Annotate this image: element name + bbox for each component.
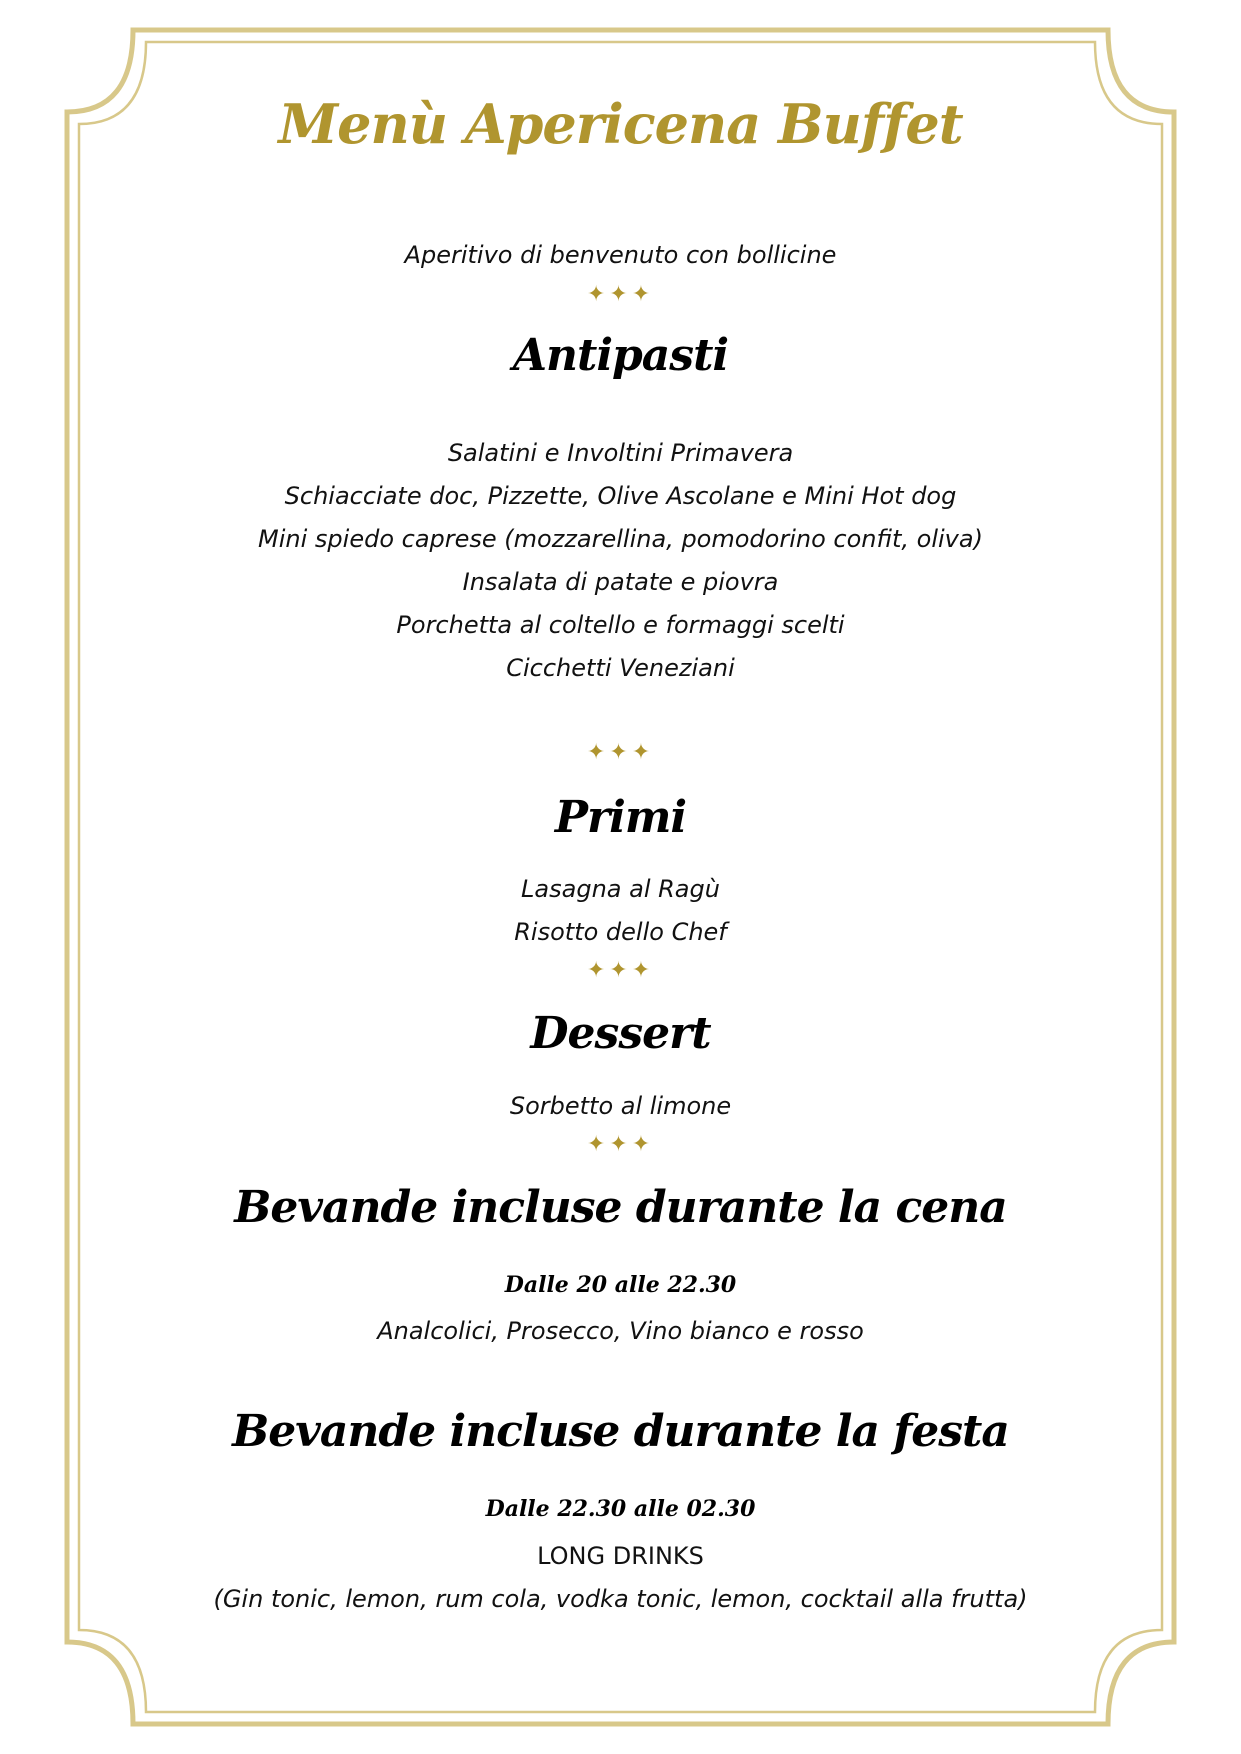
menu-item: Mini spiedo caprese (mozzarellina, pomodorino confit, oliva) (258, 525, 983, 553)
menu-item: Risotto dello Chef (514, 918, 727, 946)
menu-item: Insalata di patate e piovra (462, 568, 779, 596)
menu-item: Salatini e Involtini Primavera (447, 439, 794, 467)
welcome-line: Aperitivo di benvenuto con bollicine (404, 241, 837, 269)
separator-ornament: ✦✦✦ (586, 740, 655, 765)
section-heading-dessert: Dessert (530, 1008, 711, 1059)
bevande-festa-list (0, 1535, 1241, 1621)
bevande-cena-list (0, 1310, 1241, 1353)
separator-ornament: ✦✦✦ (586, 1132, 655, 1157)
section-heading-antipasti: Antipasti (512, 330, 729, 381)
section-heading-bevande-festa: Bevande incluse durante la festa (232, 1406, 1009, 1457)
menu-item: Lasagna al Ragù (521, 875, 720, 903)
menu-title: Menù Apericena Buffet (278, 92, 963, 156)
menu-item: Sorbetto al limone (509, 1092, 732, 1120)
menu-item: Schiacciate doc, Pizzette, Olive Ascolane e Mini Hot dog (284, 482, 957, 510)
menu-item: Analcolici, Prosecco, Vino bianco e rosso (377, 1317, 864, 1345)
section-heading-primi: Primi (554, 792, 687, 843)
dessert-list (0, 1085, 1241, 1128)
menu-item: Cicchetti Veneziani (506, 654, 735, 682)
antipasti-list (0, 432, 1241, 690)
menu-item: Porchetta al coltello e formaggi scelti (396, 611, 845, 639)
primi-list (0, 868, 1241, 954)
section-heading-bevande-cena: Bevande incluse durante la cena (234, 1182, 1007, 1233)
separator-ornament: ✦✦✦ (586, 958, 655, 983)
hours-cena: Dalle 20 alle 22.30 (504, 1272, 737, 1298)
long-drinks-label: LONG DRINKS (537, 1542, 704, 1570)
hours-festa: Dalle 22.30 alle 02.30 (485, 1496, 756, 1522)
menu-item: (Gin tonic, lemon, rum cola, vodka tonic, lemon, cocktail alla frutta) (213, 1585, 1028, 1613)
separator-ornament: ✦✦✦ (586, 282, 655, 307)
